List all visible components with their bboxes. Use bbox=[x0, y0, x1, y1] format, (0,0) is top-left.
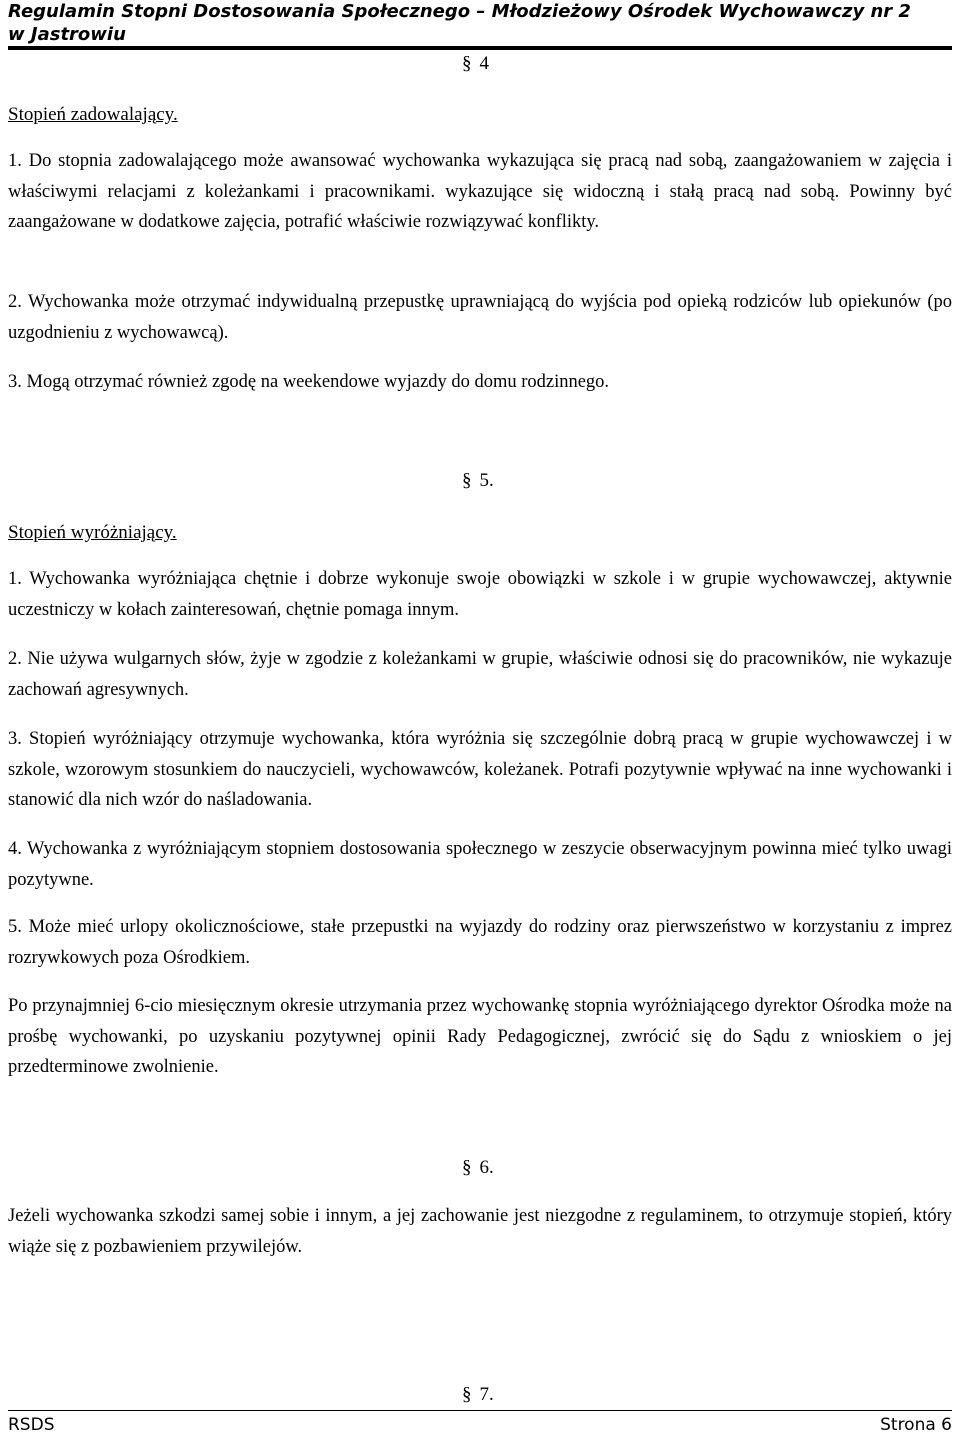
footer-doc-code: RSDS bbox=[8, 1415, 55, 1435]
header-rule bbox=[8, 46, 952, 50]
section-number-value: 4 bbox=[479, 53, 489, 74]
footer-rule bbox=[8, 1410, 952, 1411]
section-heading-distinguished: Stopień wyróżniający. bbox=[8, 522, 177, 543]
paragraph-5-5: 5. Może mieć urlopy okolicznościowe, stałe przepustki na wyjazdy do rodziny oraz pierwszeństwo w korzystaniu z imprez rozrywkowych poza Ośrodkiem. bbox=[8, 917, 952, 968]
paragraph-5-6: Po przynajmniej 6-cio miesięcznym okresie utrzymania przez wychowankę stopnia wyróżniającego dyrektor Ośrodka może na prośbę wychowanki, po uzyskaniu pozytywnej opinii Rady Pedagogicznej, zwrócić się do Sądu z wnioskiem o jej przedterminowe zwolnienie. bbox=[8, 996, 952, 1077]
section-symbol: § bbox=[462, 470, 472, 491]
section-number-value: 6. bbox=[479, 1157, 494, 1178]
section-symbol: § bbox=[462, 53, 472, 74]
paragraph-4-3: 3. Mogą otrzymać również zgodę na weekendowe wyjazdy do domu rodzinnego. bbox=[8, 372, 610, 392]
section-number-4 bbox=[462, 53, 489, 75]
paragraph-4-2: 2. Wychowanka może otrzymać indywidualną przepustkę uprawniającą do wyjścia pod opieką rodziców lub opiekunów (po uzgodnieniu z wychowawcą). bbox=[8, 292, 952, 343]
section-heading-satisfactory: Stopień zadowalający. bbox=[8, 104, 178, 125]
footer-page-number: Strona 6 bbox=[880, 1415, 952, 1435]
paragraph-4-1: 1. Do stopnia zadowalającego może awansować wychowanka wykazująca się pracą nad sobą, zaangażowaniem w zajęcia i właściwymi relacjami z koleżankami i pracownikami. wykazujące się widoczną i stałą pracą nad sobą. Powinny być zaangażowane w dodatkowe zajęcia, potrafić właściwie rozwiązywać konflikty. bbox=[8, 151, 952, 232]
paragraph-5-2: 2. Nie używa wulgarnych słów, żyje w zgodzie z koleżankami w grupie, właściwie odnosi się do pracowników, nie wykazuje zachowań agresywnych. bbox=[8, 649, 952, 700]
section-number-value: 5. bbox=[479, 470, 494, 491]
section-symbol: § bbox=[462, 1157, 472, 1178]
section-number-5 bbox=[462, 470, 494, 492]
header-title-line2: w Jastrowiu bbox=[8, 24, 126, 45]
paragraph-5-4: 4. Wychowanka z wyróżniającym stopniem dostosowania społecznego w zeszycie obserwacyjnym powinna mieć tylko uwagi pozytywne. bbox=[8, 839, 952, 890]
section-number-7 bbox=[462, 1384, 494, 1406]
section-number-value: 7. bbox=[479, 1384, 494, 1405]
section-symbol: § bbox=[462, 1384, 472, 1405]
page-header bbox=[8, 0, 952, 46]
paragraph-5-1: 1. Wychowanka wyróżniająca chętnie i dobrze wykonuje swoje obowiązki w szkole i w grupie wychowawczej, aktywnie uczestniczy w kołach zainteresowań, chętnie pomaga innym. bbox=[8, 569, 952, 620]
section-number-6 bbox=[462, 1157, 494, 1179]
paragraph-6-1: Jeżeli wychowanka szkodzi samej sobie i innym, a jej zachowanie jest niezgodne z regulaminem, to otrzymuje stopień, który wiąże się z pozbawieniem przywilejów. bbox=[8, 1206, 952, 1257]
paragraph-5-3: 3. Stopień wyróżniający otrzymuje wychowanka, która wyróżnia się szczególnie dobrą pracą w grupie wychowawczej i w szkole, wzorowym stosunkiem do nauczycieli, wychowawców, koleżanek. Potrafi pozytywnie wpływać na inne wychowanki i stanowić dla nich wzór do naśladowania. bbox=[8, 729, 952, 810]
header-title-line1: Regulamin Stopni Dostosowania Społecznego – Młodzieżowy Ośrodek Wychowawczy nr 2 bbox=[8, 1, 911, 22]
